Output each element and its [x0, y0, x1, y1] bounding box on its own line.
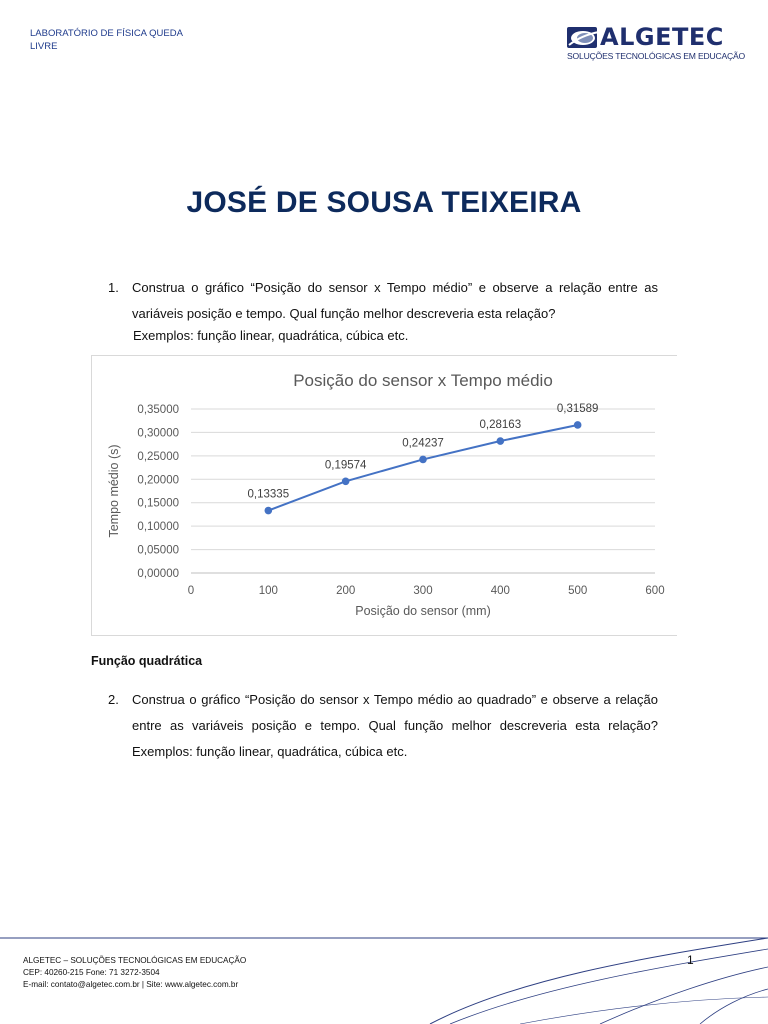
data-point: [497, 437, 505, 445]
footer-contact: E-mail: contato@algetec.com.br | Site: www.algetec.com.br: [23, 980, 239, 989]
page-number: 1: [687, 953, 694, 967]
page-title: JOSÉ DE SOUSA TEIXEIRA: [186, 186, 582, 219]
data-point: [342, 477, 350, 485]
logo-wordmark: ALGETEC: [600, 23, 724, 51]
y-tick-label: 0,30000: [137, 427, 179, 440]
y-tick-label: 0,35000: [137, 404, 179, 416]
y-tick-label: 0,10000: [137, 521, 179, 534]
question-2-number: 2.: [108, 692, 119, 707]
chart-figure: [91, 355, 677, 636]
footer-address: CEP: 40260-215 Fone: 71 3272-3504: [23, 968, 160, 977]
answer-1: Função quadrática: [91, 654, 203, 668]
algetec-logo: [566, 23, 746, 64]
x-tick-label: 400: [490, 585, 510, 597]
chart-svg: [92, 356, 677, 635]
data-point: [419, 456, 427, 464]
logo-tagline: SOLUÇÕES TECNOLÓGICAS EM EDUCAÇÃO: [567, 51, 746, 61]
footer-company: ALGETEC – SOLUÇÕES TECNOLÓGICAS EM EDUCAÇÃO: [23, 956, 247, 965]
question-1-example: Exemplos: função linear, quadrática, cúbica etc.: [133, 328, 409, 343]
question-2: [108, 687, 658, 765]
data-point: [574, 421, 582, 429]
x-tick-label: 600: [645, 585, 665, 597]
x-tick-label: 300: [413, 585, 433, 597]
question-1: [108, 275, 658, 327]
question-1-number: 1.: [108, 280, 119, 295]
x-tick-label: 100: [258, 585, 278, 597]
question-2-text: Construa o gráfico “Posição do sensor x Tempo médio ao quadrado” e observe a relação entre as variáveis posição e tempo. Qual função melhor descreveria esta relação? Exemplos: função linear, quadrática, cúbica etc.: [132, 692, 658, 759]
x-axis-title: Posição do sensor (mm): [355, 604, 491, 618]
y-tick-label: 0,15000: [137, 497, 179, 510]
algetec-logo-mark-icon: [566, 26, 600, 50]
chart-title: Posição do sensor x Tempo médio: [293, 371, 553, 390]
y-tick-label: 0,25000: [137, 450, 179, 463]
question-1-text: Construa o gráfico “Posição do sensor x Tempo médio” e observe a relação entre as variáveis posição e tempo. Qual função melhor descreveria esta relação?: [132, 280, 658, 321]
x-tick-label: 200: [336, 585, 356, 597]
data-label: 0,19574: [324, 459, 367, 472]
y-tick-label: 0,20000: [137, 474, 179, 487]
x-tick-label: 0: [187, 585, 195, 597]
y-tick-label: 0,00000: [137, 568, 179, 580]
data-label: 0,31589: [556, 402, 599, 415]
data-label: 0,13335: [247, 488, 290, 501]
footer-info: [23, 955, 246, 991]
y-tick-label: 0,05000: [137, 544, 179, 557]
y-axis-title: Tempo médio (s): [107, 444, 121, 538]
lab-title: LABORATÓRIO DE FÍSICA QUEDA LIVRE: [30, 28, 183, 52]
x-tick-label: 500: [568, 585, 588, 597]
data-label: 0,24237: [402, 437, 444, 450]
data-label: 0,28163: [479, 419, 522, 432]
data-point: [265, 507, 273, 515]
